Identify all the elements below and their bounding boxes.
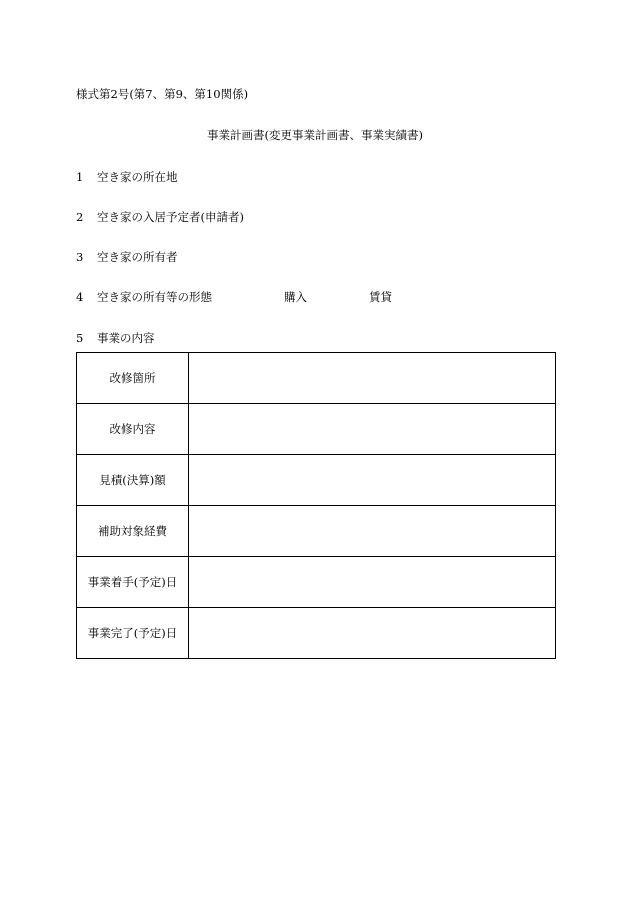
item-label: 空き家の所有等の形態 [97,290,212,304]
row-label: 事業完了(予定)日 [77,608,189,659]
table-row [77,608,556,659]
row-value-cell[interactable] [189,404,556,455]
item-number: 5 [76,331,84,345]
row-value-cell[interactable] [189,506,556,557]
project-content-table [76,352,556,659]
row-label: 見積(決算)額 [77,455,189,506]
item-label: 空き家の所在地 [97,170,178,184]
row-value-cell[interactable] [189,557,556,608]
row-label: 事業着手(予定)日 [77,557,189,608]
form-number: 様式第2号(第7、第9、第10関係) [76,87,249,101]
row-label: 補助対象経費 [77,506,189,557]
option-rental[interactable]: 賃貸 [369,290,392,304]
row-label: 改修箇所 [77,353,189,404]
item-label: 空き家の所有者 [97,250,178,264]
row-value-cell[interactable] [189,608,556,659]
item-number: 1 [76,170,84,184]
table-row [77,353,556,404]
table-row [77,455,556,506]
item-location [76,170,178,184]
item-label: 空き家の入居予定者(申請者) [97,210,244,224]
row-value-cell[interactable] [189,455,556,506]
item-owner [76,250,178,264]
item-number: 3 [76,250,84,264]
row-label: 改修内容 [77,404,189,455]
option-purchase[interactable]: 購入 [284,290,307,304]
item-project-content [76,331,155,345]
table-row [77,506,556,557]
item-ownership-type [76,290,212,304]
table-row [77,404,556,455]
item-number: 2 [76,210,84,224]
item-number: 4 [76,290,84,304]
item-label: 事業の内容 [97,331,155,345]
table-row [77,557,556,608]
row-value-cell[interactable] [189,353,556,404]
document-title: 事業計画書(変更事業計画書、事業実績書) [207,128,423,142]
item-resident [76,210,244,224]
